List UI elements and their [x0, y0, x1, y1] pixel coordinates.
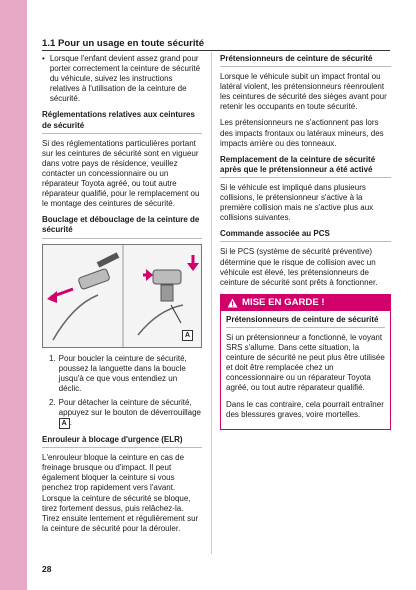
subheading-pretensioners: Prétensionneurs de ceinture de sécurité [220, 54, 391, 67]
subheading-pcs: Commande associée au PCS [220, 229, 391, 242]
step-text-pre: Pour détacher la ceinture de sécurité, appuyez sur le bouton de déverrouillage [58, 397, 201, 417]
bullet-item [42, 54, 202, 104]
pretensioners-text-1: Lorsque le véhicule subit un impact frontal ou latéral violent, les prétensionneurs réenroulent les ceintures de sécurité des sièges avant pour retenir les occupants en toute sécurité. [220, 72, 387, 112]
subheading-elr: Enrouleur à blocage d'urgence (ELR) [42, 435, 202, 448]
step-number: 2. [49, 397, 56, 407]
step-number: 1. [49, 353, 56, 363]
section-header: 1.1 Pour un usage en toute sécurité [42, 38, 205, 49]
header-rule [42, 50, 390, 51]
subheading-regulations: Réglementations relatives aux ceintures de sécurité [42, 110, 202, 133]
replacement-text: Si le véhicule est impliqué dans plusieurs collisions, le prétensionneur s'active à la première collision mais ne s'active plus aux collisions suivantes. [220, 182, 374, 223]
warning-triangle-icon [227, 298, 238, 308]
column-divider [211, 52, 212, 554]
bullet-text: Lorsque l'enfant devient assez grand pour porter correctement la ceinture de sécurité du véhicule, suivez les instructions relatives à l'utilisation de la ceinture de sécurité. [49, 54, 201, 104]
pcs-text: Si le PCS (système de sécurité préventive) détermine que le risque de collision avec un véhicule est élevé, les prétensionneurs de ceinture de sécurité sont prêts à fonctionner. [220, 247, 378, 287]
subheading-replacement: Remplacement de la ceinture de sécurité après que le prétensionneur a été activé [220, 155, 391, 178]
warning-box [220, 294, 391, 430]
pretensioners-text-2: Les prétensionneurs ne s'actionnent pas lors des impacts frontaux ou latéraux mineurs, des impacts arrière ou des tonneaux. [220, 118, 384, 148]
bullet-dot-icon: • [42, 54, 45, 63]
right-column [220, 54, 391, 430]
chapter-side-tab [0, 0, 27, 590]
callout-badge-a: A [182, 330, 193, 341]
left-column [42, 54, 202, 540]
step-text-post: . [69, 418, 72, 428]
warning-subheading: Prétensionneurs de ceinture de sécurité [226, 315, 385, 328]
elr-text: L'enrouleur bloque la ceinture en cas de freinage brusque ou d'impact. Il peut également bloquer la ceinture si vous penchez trop rapidement vers l'avant. Lorsque la ceinture de sécurité se bloque, tirez fortement dessus, puis relâchez-la. Tirez ensuite lentement et régulièrement sur la ceinture de sécurité pour la dérouler. [42, 453, 199, 533]
step-item [42, 398, 202, 429]
warning-title: MISE EN GARDE ! [242, 296, 325, 308]
regulations-text: Si des réglementations particulières portant sur les ceintures de sécurité sont en vigueur dans votre pays de résidence, veuillez contacter un concessionnaire ou un réparateur Toyota agréé, ou tout autre réparateur qualifié, pour le remplacement ou le montage des ceintures de sécurité. [42, 138, 200, 209]
warning-body [221, 311, 390, 429]
subheading-buckling: Bouclage et débouclage de la ceinture de sécurité [42, 215, 202, 238]
seatbelt-drawing [43, 245, 202, 348]
inline-badge-a: A [59, 418, 70, 429]
step-text: Pour boucler la ceinture de sécurité, poussez la languette dans la boucle jusqu'à ce que vous entendiez un déclic. [58, 353, 187, 393]
warning-header [221, 295, 390, 311]
warning-text-1: Si un prétensionneur a fonctionné, le voyant SRS s'allume. Dans cette situation, la ceinture de sécurité ne peut plus être utilisée et doit être remplacée chez un concessionnaire ou un réparateur Toyota agréé, ou tout autre réparateur qualifié. [226, 332, 385, 393]
step-item [42, 354, 202, 394]
warning-text-2: Dans le cas contraire, cela pourrait entraîner des blessures graves, voire mortelles. [226, 399, 384, 419]
seatbelt-illustration [42, 244, 202, 348]
page-number: 28 [42, 564, 52, 574]
step-text [59, 398, 202, 429]
